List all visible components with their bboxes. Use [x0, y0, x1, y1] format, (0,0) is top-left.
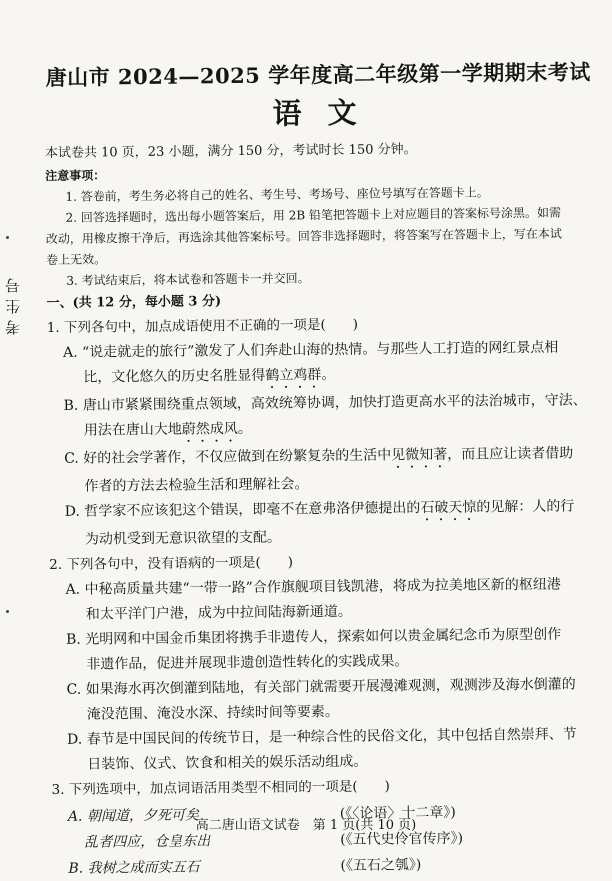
q2-option-c-cont: 淹没范围、淹没水深、持续时间等要素。	[86, 703, 339, 723]
q1-option-d-cont: 为动机受到无意识欲望的支配。	[84, 529, 282, 548]
dotted-idiom: 鹤立鸡群	[265, 367, 322, 384]
question-3-stem: 3. 下列选项中，加点词语活用类型不相同的一项是( )	[51, 778, 390, 798]
exam-subject: 语文	[272, 95, 383, 131]
q2-option-a-cont: 和太平洋门户港，成为中拉间陆海新通道。	[85, 603, 352, 623]
q1-option-b: B. 唐山市紧紧围绕重点领域，高效统筹协调，加快打造更高水平的法治城市，守法、	[63, 392, 587, 414]
binding-dot	[6, 610, 9, 613]
dotted-idiom: 石破天惊	[420, 499, 477, 517]
exam-title: 唐山市 2024—2025 学年度高二年级第一学期期末考试	[45, 59, 591, 90]
section-heading: 一、(共 12 分，每小题 3 分)	[46, 294, 222, 311]
dotted-idiom: 见微知著	[391, 446, 448, 464]
note-item: 1. 答卷前，考生务必将自己的姓名、考生号、考场号、座位号填写在答题卡上。	[65, 185, 489, 204]
dotted-idiom: 蔚然成风	[181, 420, 238, 438]
q2-option-b-cont: 非遗作品，促进并展现非遗创造性转化的实践成果。	[86, 653, 409, 673]
q1-option-c-cont: 作者的方法去检验生活和理解社会。	[84, 476, 309, 495]
q3-source: (《〈论语〉十二章》)	[339, 804, 456, 822]
q3-quote: A. 朝闻道，夕死可矣	[67, 807, 199, 825]
q3-row	[52, 849, 600, 881]
question-1-stem: 1. 下列各句中，加点成语使用不正确的一项是( )	[46, 316, 359, 336]
q1-option-a-cont: 比，文化悠久的历史名胜显得鹤立鸡群。	[83, 366, 336, 386]
q1-option-d: D. 哲学家不应该犯这个错误，即毫不在意弗洛伊德提出的石破天惊的见解：人的行	[64, 498, 575, 520]
note-item: 改动，用橡皮擦干净后，再选涂其他答案标号。回答非选择题时，将答案写在答题卡上，写在本试	[45, 226, 562, 246]
q2-option-a: A. 中秘高质量共建“一带一路”合作旗舰项目钱凯港，将成为拉美地区新的枢纽港	[65, 576, 561, 598]
q3-quote: 乱者四应，仓皇东出	[84, 833, 211, 851]
note-item: 3. 考试结束后，将本试卷和答题卡一并交回。	[66, 271, 310, 288]
q3-source: (《五石之瓠》)	[340, 857, 422, 874]
q1-option-c: C. 好的社会学著作，不仅应做到在纷繁复杂的生活中见微知著，而且应让读者借助	[64, 445, 574, 467]
page-footer: 高二唐山语文试卷 第 1 页(共 10 页)	[195, 818, 417, 833]
notes-heading: 注意事项：	[45, 168, 106, 183]
question-2-stem: 2. 下列各句中，没有语病的一项是( )	[49, 554, 294, 573]
q1-option-b-cont: 用法在唐山大地蔚然成风。	[83, 420, 252, 439]
binding-dot	[6, 236, 9, 239]
q2-option-b: B. 光明网和中国金币集团将携手非遗传人，探索如何以贵金属纪念币为原型创作	[65, 626, 562, 648]
q2-option-d: D. 春节是中国民间的传统节日，是一种综合性的民俗文化，其中包括自然崇拜、节	[67, 726, 577, 748]
q3-quote: B. 我树之成而实五石	[68, 859, 200, 877]
q3-source: (《五代史伶官传序》)	[340, 830, 464, 848]
exam-content	[44, 56, 601, 881]
note-item: 卷上无效。	[46, 252, 107, 267]
candidate-number-label: 考生号	[4, 272, 22, 335]
q2-option-d-cont: 日装饰、仪式、饮食和相关的娱乐活动组成。	[87, 753, 368, 773]
note-item: 2. 回答选择题时，选出每小题答案后，用 2B 铅笔把答题卡上对应题目的答案标号涂黑。如需	[65, 205, 562, 225]
q1-option-a: A. “说走就走的旅行”激发了人们奔赴山海的热情。与那些人工打造的网红景点相	[62, 339, 559, 361]
intro-text: 本试卷共 10 页，23 小题，满分 150 分，考试时长 150 分钟。	[44, 142, 417, 161]
q2-option-c: C. 如果海水再次倒灌到陆地，有关部门就需要开展漫滩观测，观测涉及海水倒灌的	[66, 676, 576, 698]
